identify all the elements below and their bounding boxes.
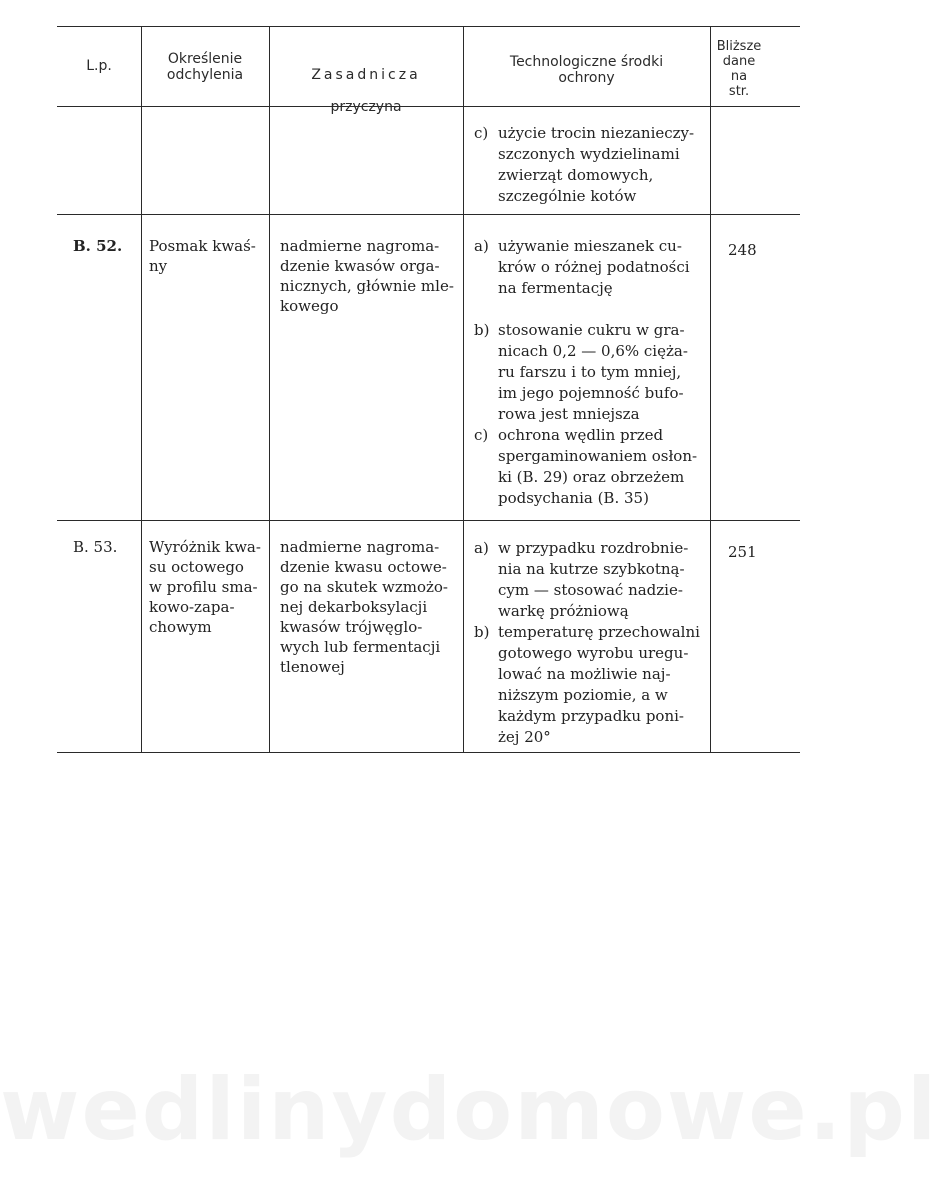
row-divider (57, 520, 800, 521)
header-przyczyna-line1: Zasadnicza (311, 67, 421, 83)
item-text: temperaturę przechowalni gotowego wyrobu uregu- lować na możliwie naj- niższym poziomie, a w każdym przypadku poni- żej 20° (498, 623, 700, 746)
item-label: a) (474, 237, 489, 255)
row-b53-lp: B. 53. (73, 538, 118, 556)
header-przyczyna (269, 51, 463, 131)
item-label: c) (474, 426, 489, 444)
row-b52-lp: B. 52. (73, 237, 123, 255)
item-text: stosowanie cukru w gra- nicach 0,2 — 0,6% cięża- ru farszu i to tym mniej, im jego pojemność bufo- rowa jest mniejsza (498, 321, 688, 423)
header-srodki: Technologiczne środki ochrony (509, 54, 664, 86)
header-przyczyna-line2: przyczyna (330, 99, 402, 115)
header-blizsze: Bliższe dane na str. (716, 39, 762, 99)
table-bottom-rule (57, 752, 800, 753)
item-text: w przypadku rozdrobnie- nia na kutrze szybkotną- cym — stosować nadzie- warkę próżniową (498, 539, 689, 620)
item-text: ochrona wędlin przed spergaminowaniem osłon- ki (B. 29) oraz obrzeżem podsychania (B. 35) (498, 426, 698, 507)
table-top-rule (57, 26, 800, 27)
row-b53-przyczyna: nadmierne nagroma- dzenie kwasu octowe- go na skutek wzmożo- nej dekarboksylacji kwasów trójwęglo- wych lub fermentacji tlenowej (280, 538, 448, 676)
column-divider (269, 26, 270, 752)
column-divider (463, 26, 464, 752)
item-text: użycie trocin niezanieczy- szczonych wydzielinami zwierząt domowych, szczególnie kotów (498, 124, 695, 205)
watermark-logo: wedlinydomowe.pl (0, 1060, 938, 1160)
header-lp: L.p. (86, 58, 112, 74)
row-b52-strona: 248 (728, 241, 757, 259)
column-divider (141, 26, 142, 752)
header-okreslenie: Określenie odchylenia (166, 51, 244, 83)
row-b52-przyczyna: nadmierne nagroma- dzenie kwasów orga- nicznych, głównie mle- kowego (280, 237, 454, 315)
item-label: c) (474, 124, 489, 142)
row-b52-okreslenie: Posmak kwaś- ny (149, 237, 256, 275)
row-b53-okreslenie: Wyróżnik kwa- su octowego w profilu sma- kowo-zapa- chowym (149, 538, 261, 636)
column-divider (710, 26, 711, 752)
row-divider (57, 214, 800, 215)
item-label: b) (474, 623, 490, 641)
item-label: a) (474, 539, 489, 557)
item-text: używanie mieszanek cu- krów o różnej podatności na fermentację (498, 237, 690, 297)
row-b53-strona: 251 (728, 543, 757, 561)
item-label: b) (474, 321, 490, 339)
